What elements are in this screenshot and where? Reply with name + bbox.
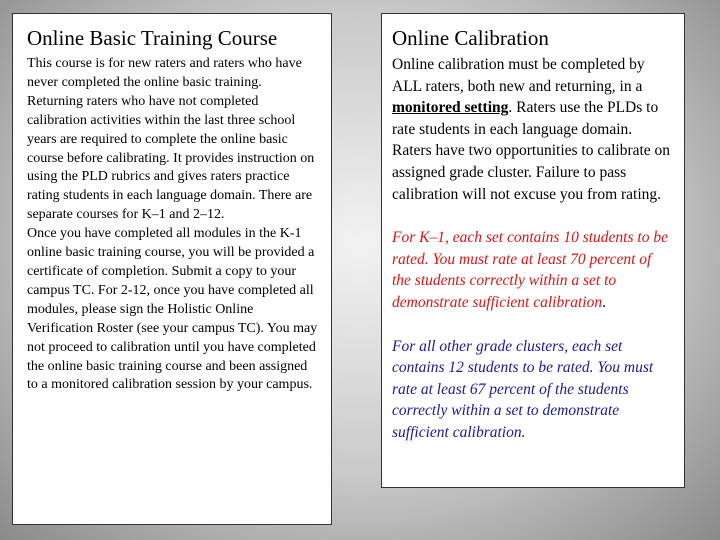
k1-requirement-note xyxy=(392,227,674,313)
basic-training-panel xyxy=(12,13,332,525)
other-grades-requirement-note: For all other grade clusters, each set contains 12 students to be rated. You must rate at least 67 percent of the students correctly within a set to demonstrate sufficient calibration. xyxy=(392,337,654,441)
basic-training-paragraph-1: This course is for new raters and raters who have never completed the online basic training. Returning raters who have not completed calibration activities within the last three school years are required to complete the online basic course before calibrating. It provides instruction on using the PLD rubrics and gives raters practice rating students in each language domain. There are separate courses for K–1 and 2–12. xyxy=(27,56,315,223)
calibration-text-end: . Raters use the PLDs to rate students in each language domain. Raters have two opportunities to calibrate on assigned grade cluster. Failure to pass calibration will not excuse you from rating. xyxy=(392,99,671,203)
basic-training-paragraph-2: Once you have completed all modules in the K-1 online basic training course, you will be provided a certificate of completion. Submit a copy to your campus TC. For 2-12, once you have completed all modules, please sign the Holistic Online Verification Roster (see your campus TC). You may not proceed to calibration until you have completed the online basic training course and been assigned to a monitored calibration session by your campus. xyxy=(27,226,318,393)
calibration-panel xyxy=(381,13,685,488)
basic-training-body xyxy=(27,55,319,395)
k1-requirement-period: . xyxy=(602,293,606,311)
basic-training-title: Online Basic Training Course xyxy=(27,26,278,50)
monitored-setting-emphasis: monitored setting xyxy=(392,99,509,117)
calibration-title: Online Calibration xyxy=(392,26,549,50)
calibration-paragraph xyxy=(392,54,674,205)
calibration-text-start: Online calibration must be completed by ALL raters, both new and returning, in a xyxy=(392,56,645,95)
k1-requirement-text: For K–1, each set contains 10 students to be rated. You must rate at least 70 percent of the students correctly within a set to demonstrate sufficient calibration xyxy=(392,229,668,311)
